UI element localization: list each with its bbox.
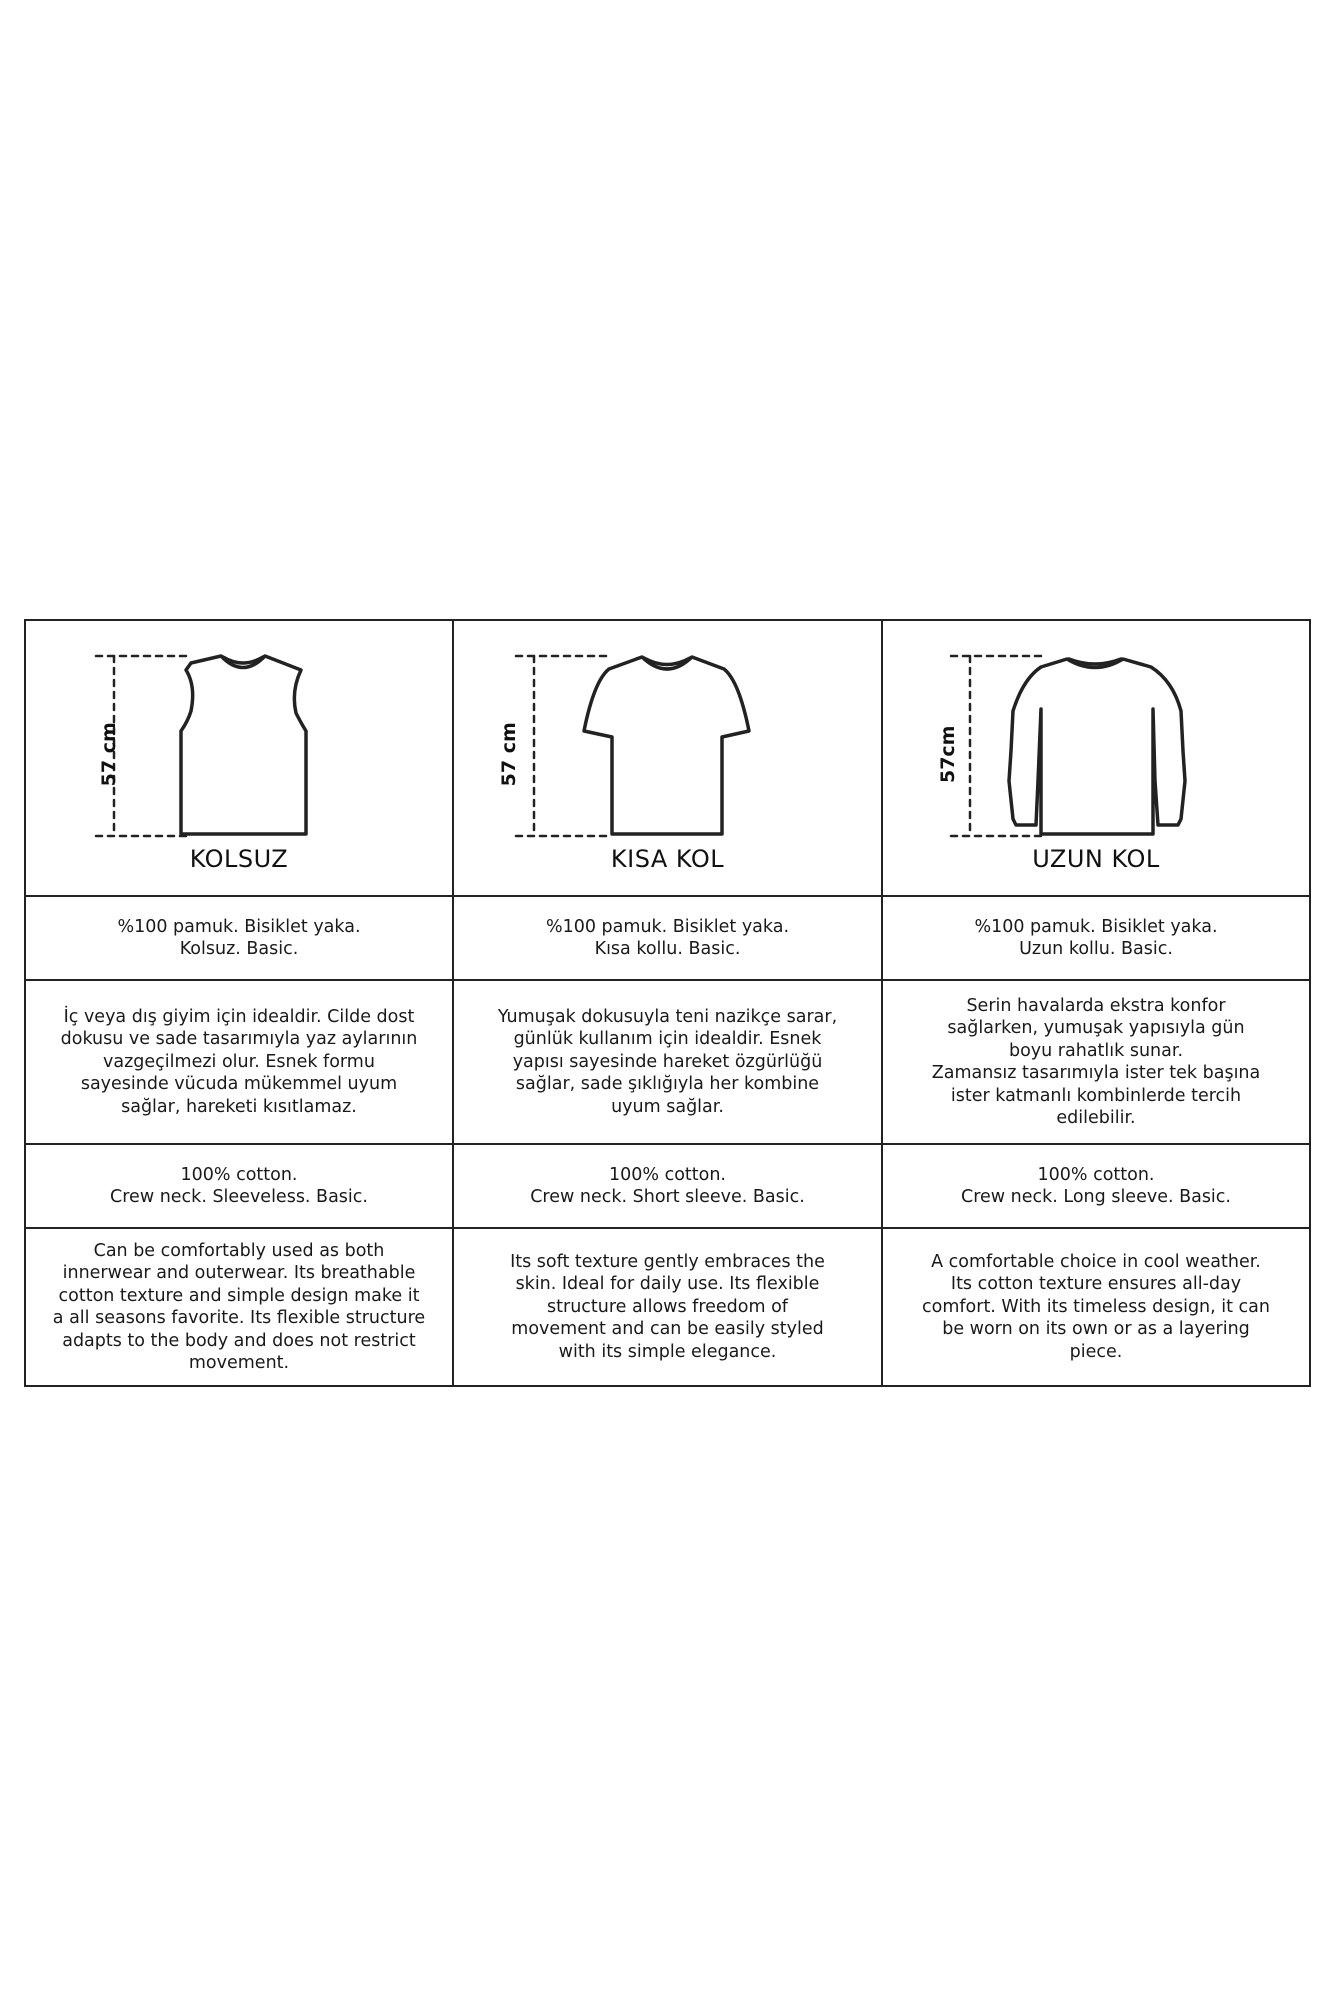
header-cell-kisa-kol [454,621,883,897]
tr-spec-text: %100 pamuk. Bisiklet yaka. Uzun kollu. Basic. [974,916,1218,959]
tr-spec-cell [454,897,883,981]
column-title: UZUN KOL [1032,845,1160,873]
tr-desc-text: İç veya dış giyim için idealdir. Cilde dost dokusu ve sade tasarımıyla yaz aylarının vazgeçilmezi olur. Esnek formu sayesinde vücuda mükemmel uyum sağlar, hareketi kısıtlamaz. [60,1006,418,1117]
tr-desc-text: Serin havalarda ekstra konfor sağlarken, yumuşak yapısıyla gün boyu rahatlık sunar. Zamansız tasarımıyla ister tek başına ister katmanlı kombinlerde tercih edilebilir. [931,995,1261,1128]
header-cell-kolsuz [26,621,454,897]
length-measurement: 57cm [936,725,959,784]
length-measurement: 57 cm [497,722,520,787]
en-spec-cell [26,1145,454,1229]
en-spec-text: 100% cotton. Crew neck. Long sleeve. Basic. [961,1164,1231,1207]
tr-spec-text: %100 pamuk. Bisiklet yaka. Kolsuz. Basic. [117,916,361,959]
product-comparison-table [24,619,1311,1387]
length-measurement: 57 cm [97,722,120,787]
tr-desc-cell [454,981,883,1145]
en-spec-cell [883,1145,1309,1229]
tr-spec-text: %100 pamuk. Bisiklet yaka. Kısa kollu. Basic. [545,916,790,959]
tr-spec-cell [883,897,1309,981]
tr-desc-cell [883,981,1309,1145]
en-spec-text: 100% cotton. Crew neck. Sleeveless. Basic. [110,1164,368,1207]
en-spec-cell [454,1145,883,1229]
en-desc-cell [454,1229,883,1385]
column-title: KOLSUZ [189,845,289,873]
column-title: KISA KOL [610,845,725,873]
tr-spec-cell [26,897,454,981]
en-spec-text: 100% cotton. Crew neck. Short sleeve. Basic. [530,1164,805,1207]
en-desc-text: A comfortable choice in cool weather. Its cotton texture ensures all-day comfort. With its timeless design, it can be worn on its own or as a layering piece. [922,1251,1270,1362]
en-desc-text: Its soft texture gently embraces the skin. Ideal for daily use. Its flexible structure allows freedom of movement and can be easily styled with its simple elegance. [510,1251,825,1362]
en-desc-cell [26,1229,454,1385]
tr-desc-cell [26,981,454,1145]
en-desc-cell [883,1229,1309,1385]
header-cell-uzun-kol [883,621,1309,897]
tr-desc-text: Yumuşak dokusuyla teni nazikçe sarar, günlük kullanım için idealdir. Esnek yapısı sayesinde hareket özgürlüğü sağlar, sade şıklığıyla her kombine uyum sağlar. [497,1006,838,1117]
en-desc-text: Can be comfortably used as both innerwear and outerwear. Its breathable cotton texture and simple design make it a all seasons favorite. Its flexible structure adapts to the body and does not restrict movement. [52,1240,426,1373]
